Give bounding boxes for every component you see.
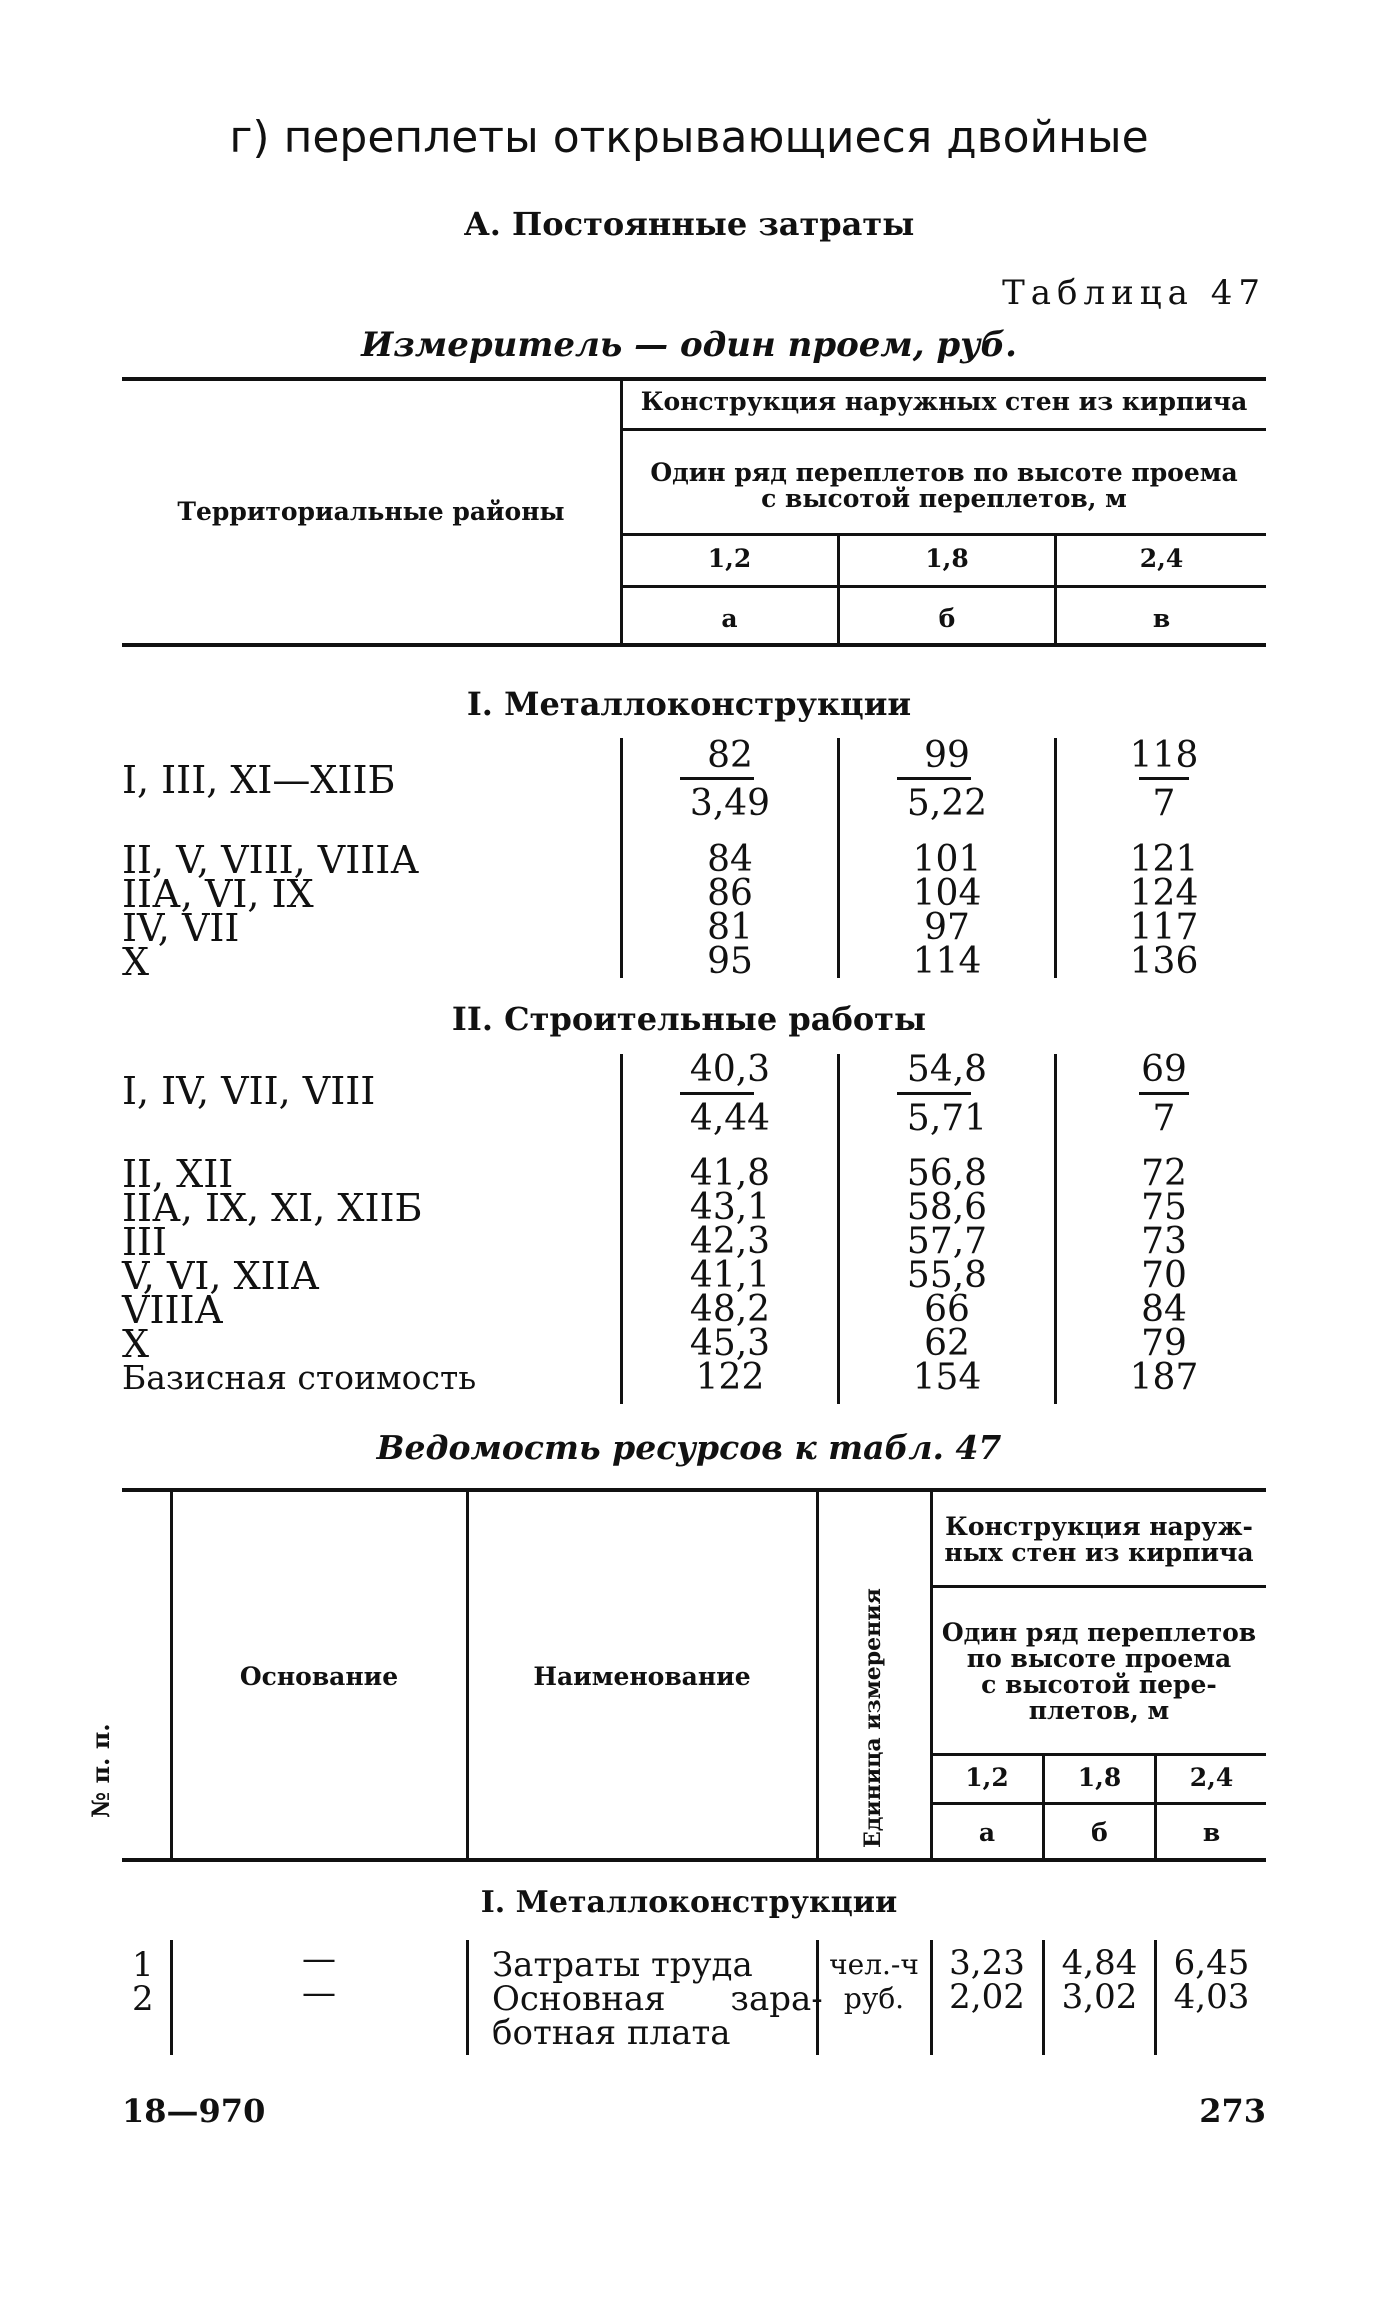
row-label: Базисная стоимость [122,1358,477,1397]
row-basis: — [302,1973,336,2013]
row-label: IIА, IX, XI, XIIБ [122,1186,423,1230]
value-a: 3,23 [949,1943,1025,1983]
desc-line2: по высоте проема [966,1644,1232,1673]
unit-column-header: Единица измерения [860,1588,886,1848]
fraction-top: 118 [1129,735,1199,776]
value-a: 41,1 [689,1255,771,1296]
value-v: 70 [1141,1255,1187,1296]
fraction-bar [897,777,971,780]
fraction-bottom: 5,22 [906,783,988,824]
height-2-4: 2,4 [1139,544,1184,573]
value-a: 95 [707,941,753,982]
fraction-bar [897,1092,971,1095]
value-b: 97 [924,907,970,948]
value-a: 122 [695,1357,765,1398]
value-a: 45,3 [689,1323,771,1364]
value-b: 154 [912,1357,982,1398]
fraction-bottom: 5,71 [906,1098,988,1139]
subheading: А. Постоянные затраты [463,205,915,243]
height-2-4: 2,4 [1189,1763,1234,1792]
value-v: 4,03 [1173,1977,1250,2017]
fraction-top: 69 [1141,1049,1187,1090]
resources-title: Ведомость ресурсов к табл. 47 [376,1428,1002,1467]
height-1-8: 1,8 [925,544,969,573]
resources-section-title: I. Металлоконструкции [480,1885,898,1920]
row-label: II, V, VIII, VIIIА [122,838,420,882]
height-1-2: 1,2 [707,544,752,573]
value-b: 56,8 [906,1153,988,1194]
row-label: II, XII [122,1152,234,1196]
row-number: 1 [132,1945,154,1985]
value-a: 84 [707,839,753,880]
row-label: IV, VII [122,906,240,950]
row-name-line1: Основная зара- [492,1979,823,2019]
value-b: 104 [912,873,982,914]
footer-signature: 18—970 [122,2092,266,2130]
page-number: 273 [1199,2092,1266,2130]
value-v: 75 [1141,1187,1187,1228]
construction-header-line1: Конструкция наруж- [945,1512,1253,1541]
letter-a: а [978,1818,996,1847]
height-1-8: 1,8 [1077,1763,1122,1792]
num-column-header: № п. п. [86,1723,115,1818]
construction-header: Конструкция наружных стен из кирпича [640,387,1248,416]
fraction-top: 54,8 [906,1049,988,1090]
fraction-bottom: 7 [1152,783,1176,824]
row-label: VIIIА [122,1288,224,1332]
row-name-line2: ботная плата [492,2013,731,2053]
construction-header-line2: ных стен из кирпича [944,1538,1254,1567]
value-a: 41,8 [689,1153,771,1194]
fraction-bar [680,777,754,780]
desc-line3: с высотой пере- [981,1670,1217,1699]
row-label: IIА, VI, IX [122,872,314,916]
row-label: X [122,940,150,984]
letter-v: в [1202,1818,1221,1847]
row-label: V, VI, XIIА [122,1254,320,1298]
value-a: 43,1 [689,1187,771,1228]
value-b: 62 [924,1323,970,1364]
fraction-top: 99 [924,735,970,776]
row-basis: — [302,1939,336,1979]
section-2-title: II. Строительные работы [451,1000,927,1038]
row-number: 2 [132,1979,154,2019]
fraction-bar [680,1092,754,1095]
basis-column-header: Основание [239,1662,399,1691]
value-a: 48,2 [689,1289,771,1330]
row-label: III [122,1220,168,1264]
value-b: 101 [912,839,982,880]
height-1-2: 1,2 [965,1763,1009,1792]
value-a: 2,02 [949,1977,1025,2017]
row-label: I, III, XI—XIIБ [122,758,396,802]
fraction-bar [1139,1092,1189,1095]
table-number: Таблица 47 [1002,273,1266,313]
row-unit: чел.-ч [829,1948,919,1981]
value-v: 79 [1141,1323,1187,1364]
value-b: 58,6 [906,1187,988,1228]
value-v: 72 [1141,1153,1187,1194]
row-name: Затраты труда [492,1945,753,1985]
fraction-bar [1139,777,1189,780]
name-column-header: Наименование [533,1662,751,1691]
desc-line4: плетов, м [1028,1696,1170,1725]
letter-b: б [938,604,956,633]
fraction-bottom: 4,44 [689,1098,771,1139]
value-v: 187 [1129,1357,1199,1398]
row-description-line1: Один ряд переплетов по высоте проема [650,458,1238,487]
fraction-top: 82 [707,735,753,776]
value-b: 114 [912,941,982,982]
value-v: 73 [1141,1221,1187,1262]
row-unit: руб. [843,1982,905,2015]
fraction-bottom: 3,49 [689,783,771,824]
value-b: 3,02 [1061,1977,1138,2017]
value-a: 86 [707,873,753,914]
page-heading: г) переплеты открывающиеся двойные [229,112,1149,163]
letter-a: а [721,604,738,633]
region-column-header: Территориальные районы [177,497,565,526]
row-label: I, IV, VII, VIII [122,1069,376,1113]
value-v: 124 [1129,873,1199,914]
value-v: 84 [1141,1289,1187,1330]
value-b: 66 [924,1289,970,1330]
row-description-line2: с высотой переплетов, м [761,484,1127,513]
value-v: 136 [1129,941,1199,982]
value-a: 81 [707,907,753,948]
value-v: 6,45 [1173,1943,1250,1983]
section-1-title: I. Металлоконструкции [466,685,912,723]
value-b: 57,7 [906,1221,988,1262]
value-v: 121 [1129,839,1199,880]
value-a: 42,3 [689,1221,771,1262]
value-b: 55,8 [906,1255,988,1296]
fraction-top: 40,3 [689,1049,771,1090]
value-b: 4,84 [1061,1943,1138,1983]
letter-v: в [1152,604,1171,633]
desc-line1: Один ряд переплетов [941,1618,1257,1647]
fraction-bottom: 7 [1152,1098,1176,1139]
row-label: X [122,1322,150,1366]
value-v: 117 [1129,907,1199,948]
letter-b: б [1091,1818,1108,1847]
measure-caption: Измеритель — один проем, руб. [361,325,1017,365]
